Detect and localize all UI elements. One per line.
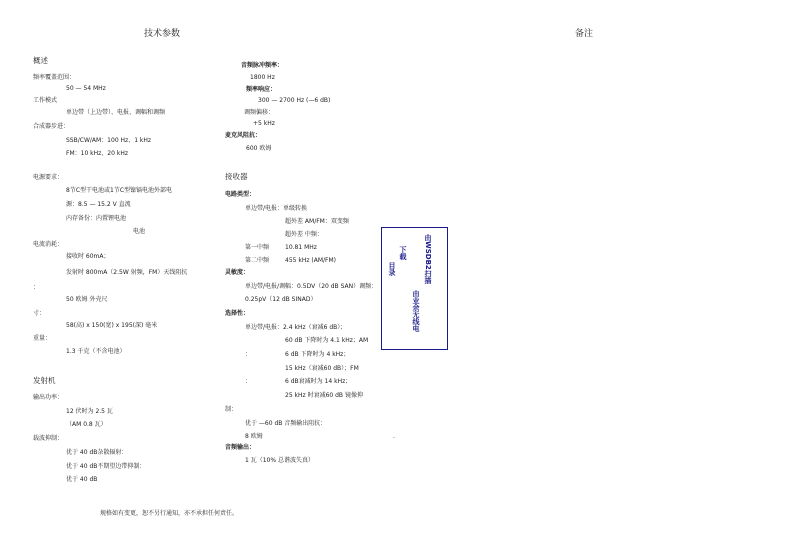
power-line-3b: 电池 (133, 228, 146, 235)
selectivity-colon-2: ： (245, 378, 252, 385)
selectivity-line-4: 15 kHz（衰减60 dB）；FM (285, 365, 359, 372)
circuit-type-label: 电路类型： (225, 191, 256, 198)
sensitivity-line-1: 单边带/电报/调幅：0.5DV（20 dB SAN）调频： (245, 283, 378, 290)
synth-ssb: SSB/CW/AM：100 Hz、1 kHz (66, 137, 152, 144)
mic-impedance-label: 麦克风阻抗： (225, 132, 262, 139)
current-colon: ： (33, 284, 40, 291)
selectivity-line-3: 6 dB 下降时为 4 kHz； (285, 351, 350, 358)
freq-label: 频率覆盖范围： (33, 74, 76, 81)
fm-offset-value: +5 kHz (253, 120, 275, 127)
weight-label: 重量： (33, 335, 52, 342)
current-label: 电流消耗： (33, 241, 64, 248)
note-col-2: 下载 (399, 246, 407, 260)
selectivity-colon-1: ： (245, 351, 252, 358)
circuit-line-1: 单边带/电报：单级转换 (245, 205, 308, 212)
audio-output-value: 1 瓦（10% 总谐波失真） (245, 457, 314, 464)
transmitter-heading: 发射机 (33, 376, 56, 385)
image-rejection-value: 优于 —60 dB 音频输出阻抗： (245, 420, 327, 427)
size-label: 寸： (33, 310, 46, 317)
receiver-heading: 接收器 (225, 172, 248, 181)
circuit-line-3: 超外差 中频： (285, 231, 323, 238)
size-value: 58(高) x 150(宽) x 195(深) 毫米 (66, 322, 158, 329)
carrier-line-1: 优于 40 dB杂散辐射： (66, 449, 128, 456)
carrier-line-3: 优于 40 dB (66, 476, 98, 483)
selectivity-label: 选择性： (225, 310, 250, 317)
carrier-label: 载波抑制： (33, 435, 64, 442)
if1-label: 第一中频 (245, 244, 270, 251)
freq-response-value: 300 — 2700 Hz (—6 dB) (258, 97, 331, 104)
sensitivity-line-2: 0.25pV（12 dB SINAD） (245, 296, 317, 303)
note-col-4: 由业余无线电 (412, 290, 420, 332)
if2-label: 第二中频 (245, 257, 270, 264)
audio-output-label: 音频输出： (225, 444, 256, 451)
current-line-3: 50 欧姆 外壳尺 (66, 296, 108, 303)
tech-spec-heading: 技术参数 (144, 29, 181, 39)
disclaimer-footer: 规格如有变更，恕不另行通知，亦不承担任何责任。 (100, 510, 239, 517)
if2-value: 455 kHz (AM/FM) (285, 257, 337, 264)
stray-dot: . (393, 433, 395, 440)
overview-heading: 概述 (33, 56, 48, 65)
output-power-1: 12 伏时为 2.5 瓦 (66, 408, 113, 415)
scan-note-box (381, 227, 448, 350)
if1-value: 10.81 MHz (285, 244, 317, 251)
synth-fm: FM：10 kHz、20 kHz (66, 150, 128, 157)
freq-value: 50 — 54 MHz (66, 85, 106, 92)
output-power-2: （AM 0.8 瓦） (66, 421, 107, 428)
audio-freq-value: 1800 Hz (250, 74, 275, 81)
carrier-line-2: 优于 40 dB不期望边带抑制： (66, 463, 146, 470)
power-line-1: 8节C型干电池或1节C型镍镉电池外部电 (66, 187, 173, 194)
current-line-1: 接收时 60mA； (66, 253, 110, 260)
notes-heading: 备注 (575, 29, 594, 39)
selectivity-line-7: 制： (225, 406, 238, 413)
output-impedance-value: 8 欧姆 (245, 433, 263, 440)
weight-value: 1.3 千克（不含电池） (66, 348, 126, 355)
current-line-2: 发射时 800mA（2.5W 射频，FM）天线阻抗 (66, 269, 188, 276)
mic-impedance-value: 600 欧姆 (246, 145, 272, 152)
power-line-2: 源：8.5 — 15.2 V 直流 (66, 201, 131, 208)
selectivity-line-1: 单边带/电报：2.4 kHz（衰减6 dB）； (245, 324, 347, 331)
freq-response-label: 频率响应： (246, 86, 277, 93)
power-line-3: 内存备份：内置锂电池 (66, 215, 127, 222)
power-label: 电源要求： (33, 174, 64, 181)
sensitivity-label: 灵敏度： (225, 269, 250, 276)
mode-label: 工作模式 (33, 97, 58, 104)
mode-value: 单边带（上边带）、电报、调幅和调频 (66, 109, 166, 116)
selectivity-line-6: 25 kHz 时衰减60 dB 镜像抑 (285, 392, 363, 399)
selectivity-line-5: 6 dB衰减时为 14 kHz； (285, 378, 352, 385)
selectivity-line-2: 60 dB 下降时为 4.1 kHz；AM (285, 337, 369, 344)
fm-offset-label: 调频偏移： (244, 109, 275, 116)
audio-freq-label: 音频脉冲频率： (241, 62, 284, 69)
circuit-line-2: 超外差 AM/FM：双变频 (285, 218, 349, 225)
synth-label: 合成器步进： (33, 123, 70, 130)
note-col-3: 目录 (388, 262, 396, 276)
note-col-1: 由WSDB2扫描 (424, 234, 432, 284)
output-power-label: 输出功率： (33, 394, 64, 401)
